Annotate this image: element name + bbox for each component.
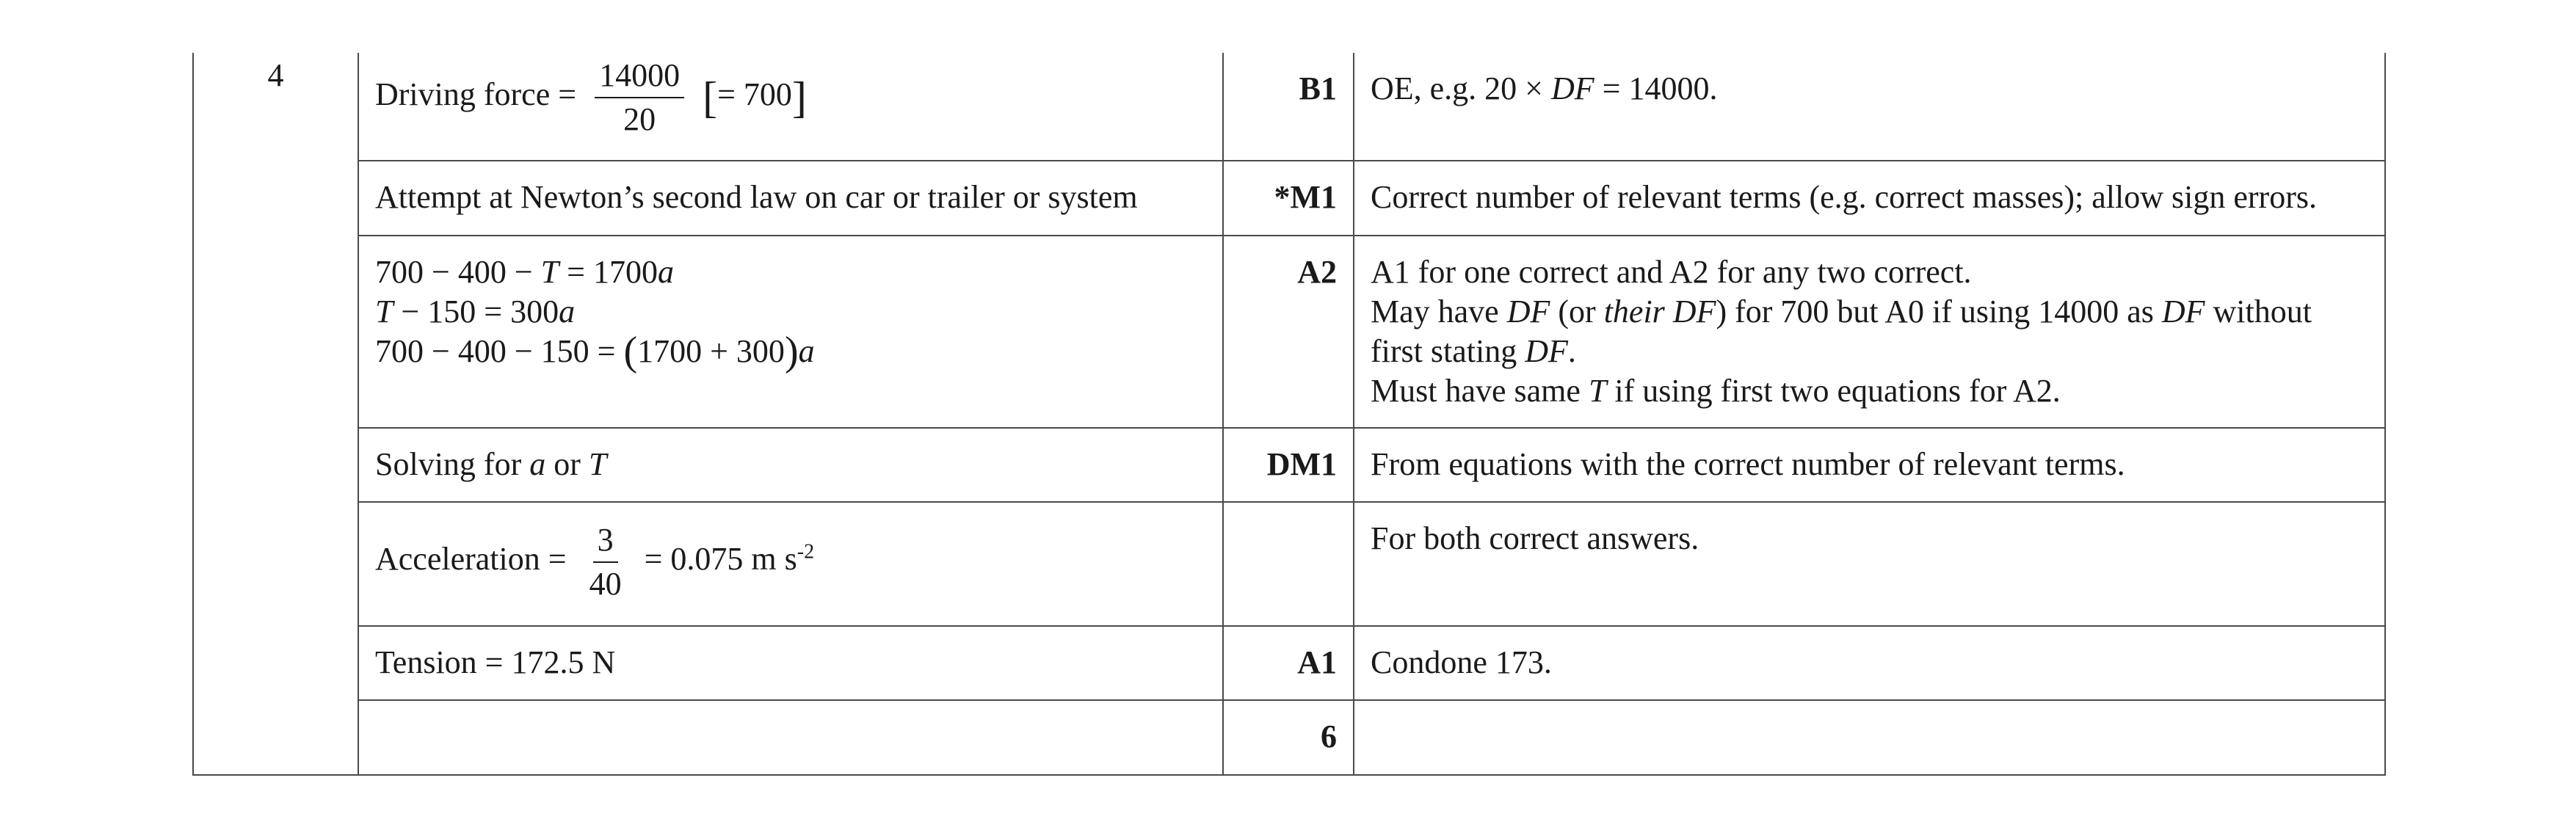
mark-cell: [1223, 502, 1354, 626]
guidance-cell: [1354, 700, 2385, 775]
mark-cell: B1: [1223, 53, 1354, 161]
guidance-cell: A1 for one correct and A2 for any two correct. May have DF (or their DF) for 700 but A0 if using 14000 as DF without first stating DF. Must have same T if using first two equations for A2.: [1354, 236, 2385, 428]
equation-1: 700 − 400 − T = 1700a: [375, 254, 674, 290]
table-row: [193, 700, 2385, 775]
question-number-cell: [193, 53, 358, 775]
guidance-cell: From equations with the correct number of relevant terms.: [1354, 428, 2385, 502]
table-row: [193, 626, 2385, 700]
question-number: 4: [267, 57, 284, 93]
fraction: $\frac{14000}{20}$: [595, 59, 684, 136]
mark-cell: DM1: [1223, 428, 1354, 502]
mark-scheme-table: [192, 53, 2386, 776]
fraction: $\frac{3}{40}$: [589, 522, 622, 602]
equation-2: T − 150 = 300a: [375, 294, 576, 330]
mark-cell: A1: [1223, 626, 1354, 700]
table-row: [193, 502, 2385, 626]
guidance-cell: Correct number of relevant terms (e.g. correct masses); allow sign errors.: [1354, 161, 2385, 236]
answer-cell: [358, 700, 1223, 775]
answer-cell: Tension = 172.5 N: [358, 626, 1223, 700]
answer-cell: [358, 236, 1223, 428]
table-row: [193, 236, 2385, 428]
answer-cell: Acceleration = $\frac{3}{40}$ = 0.075 m $s^{-2}$: [358, 502, 1223, 626]
answer-cell: Solving for a or T: [358, 428, 1223, 502]
answer-label: Driving force: [375, 76, 551, 113]
mark-cell: *M1: [1223, 161, 1354, 236]
table-row: [193, 428, 2385, 502]
answer-cell: Attempt at Newton’s second law on car or trailer or system: [358, 161, 1223, 236]
table-row: [193, 53, 2385, 161]
guidance-cell: OE, e.g. 20 × DF = 14000.: [1354, 53, 2385, 161]
mark-cell: A2: [1223, 236, 1354, 428]
answer-cell: Driving force = $\frac{14000}{20}$ [= 700]: [358, 53, 1223, 161]
guidance-cell: For both correct answers.: [1354, 502, 2385, 626]
guidance-cell: Condone 173.: [1354, 626, 2385, 700]
total-mark-cell: 6: [1223, 700, 1354, 775]
table-row: [193, 161, 2385, 236]
equation-3: 700 − 400 − 150 = (1700 + 300)a: [375, 329, 815, 374]
bracket-value: = 700: [717, 76, 792, 113]
